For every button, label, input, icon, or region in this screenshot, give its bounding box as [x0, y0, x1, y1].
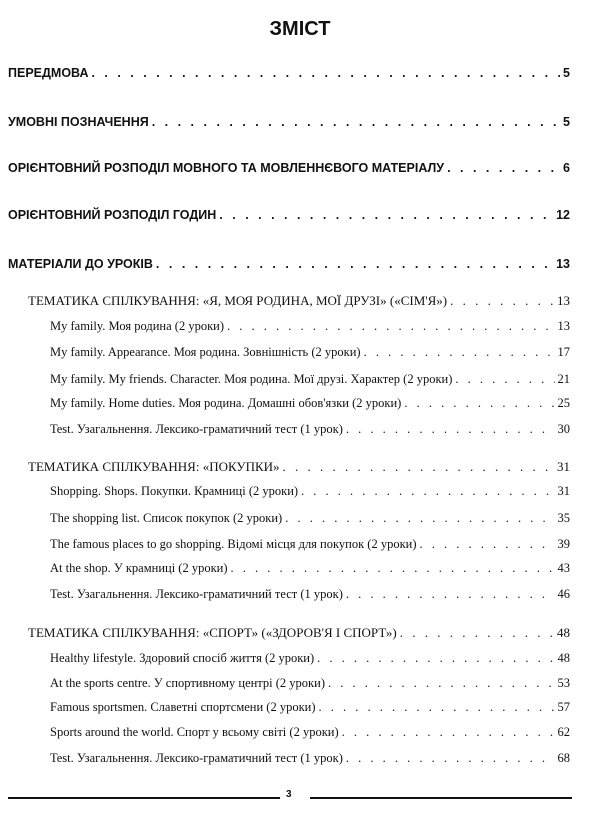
entry-page-number: 57	[557, 700, 570, 714]
entry-label: The famous places to go shopping. Відомі місця для покупок (2 уроки)	[50, 537, 417, 551]
entry-page-number: 21	[557, 372, 570, 386]
entry-label: Sports around the world. Спорт у всьому світі (2 уроки)	[50, 725, 339, 739]
entry-page-number: 13	[556, 257, 570, 271]
toc-lesson-entry[interactable]	[50, 345, 570, 360]
entry-label: ОРІЄНТОВНИЙ РОЗПОДІЛ МОВНОГО ТА МОВЛЕННЄВОГО МАТЕРІАЛУ	[8, 161, 445, 175]
footer-divider-right	[310, 797, 572, 799]
entry-page-number: 13	[557, 319, 570, 333]
entry-page-number: 43	[557, 561, 570, 575]
entry-page-number: 25	[557, 396, 570, 410]
dot-leader	[455, 372, 554, 387]
entry-page-number: 13	[557, 293, 570, 308]
entry-page-number: 53	[557, 676, 570, 690]
entry-page-number: 5	[563, 66, 570, 80]
toc-lesson-entry[interactable]	[50, 537, 570, 552]
toc-lesson-entry[interactable]	[50, 484, 570, 499]
toc-section-heading[interactable]	[28, 625, 570, 641]
dot-leader	[404, 396, 554, 411]
entry-label: ТЕМАТИКА СПІЛКУВАННЯ: «ПОКУПКИ»	[28, 459, 280, 474]
page-number: 3	[286, 789, 292, 800]
entry-label: ОРІЄНТОВНИЙ РОЗПОДІЛ ГОДИН	[8, 208, 217, 222]
toc-entry[interactable]	[8, 161, 570, 175]
entry-page-number: 39	[557, 537, 570, 551]
toc-lesson-entry[interactable]	[50, 372, 570, 387]
entry-label: ПЕРЕДМОВА	[8, 66, 89, 80]
entry-label: My family. Home duties. Моя родина. Домашні обов'язки (2 уроки)	[50, 396, 402, 410]
dot-leader	[400, 625, 554, 641]
dot-leader	[285, 511, 554, 526]
toc-entry[interactable]	[8, 257, 570, 271]
dot-leader	[342, 725, 555, 740]
footer-divider-left	[8, 797, 280, 799]
entry-page-number: 12	[556, 208, 570, 222]
toc-lesson-entry[interactable]	[50, 396, 570, 411]
entry-label: At the shop. У крамниці (2 уроки)	[50, 561, 228, 575]
entry-page-number: 5	[563, 115, 570, 129]
dot-leader	[319, 700, 555, 715]
dot-leader	[152, 115, 560, 129]
entry-label: УМОВНІ ПОЗНАЧЕННЯ	[8, 115, 149, 129]
toc-lesson-entry[interactable]	[50, 561, 570, 576]
entry-label: Test. Узагальнення. Лексико-граматичний тест (1 урок)	[50, 751, 343, 765]
entry-page-number: 31	[557, 484, 570, 498]
toc-lesson-entry[interactable]	[50, 651, 570, 666]
dot-leader	[301, 484, 554, 499]
entry-page-number: 62	[557, 725, 570, 739]
dot-leader	[328, 676, 555, 691]
toc-section-heading[interactable]	[28, 293, 570, 309]
dot-leader	[219, 208, 553, 222]
entry-label: Test. Узагальнення. Лексико-граматичний тест (1 урок)	[50, 587, 343, 601]
toc-lesson-entry[interactable]	[50, 587, 570, 602]
toc-lesson-entry[interactable]	[50, 319, 570, 334]
entry-page-number: 17	[557, 345, 570, 359]
dot-leader	[346, 587, 555, 602]
dot-leader	[420, 537, 555, 552]
entry-page-number: 68	[557, 751, 570, 765]
dot-leader	[317, 651, 554, 666]
dot-leader	[450, 293, 554, 309]
dot-leader	[346, 751, 555, 766]
entry-label: The shopping list. Список покупок (2 уроки)	[50, 511, 283, 525]
entry-label: ТЕМАТИКА СПІЛКУВАННЯ: «СПОРТ» («ЗДОРОВ'Я І СПОРТ»)	[28, 625, 397, 640]
dot-leader	[91, 66, 560, 80]
entry-label: My family. My friends. Character. Моя родина. Мої друзі. Характер (2 уроки)	[50, 372, 453, 386]
toc-entry[interactable]	[8, 66, 570, 80]
dot-leader	[156, 257, 553, 271]
entry-page-number: 35	[557, 511, 570, 525]
toc-lesson-entry[interactable]	[50, 511, 570, 526]
entry-label: ТЕМАТИКА СПІЛКУВАННЯ: «Я, МОЯ РОДИНА, МОЇ ДРУЗІ» («СІМ'Я»)	[28, 293, 448, 308]
entry-page-number: 48	[557, 625, 570, 640]
entry-page-number: 48	[557, 651, 570, 665]
page-title: ЗМІСТ	[269, 18, 331, 40]
entry-page-number: 46	[557, 587, 570, 601]
toc-lesson-entry[interactable]	[50, 676, 570, 691]
entry-page-number: 30	[557, 422, 570, 436]
entry-label: My family. Appearance. Моя родина. Зовнішність (2 уроки)	[50, 345, 361, 359]
dot-leader	[346, 422, 555, 437]
entry-page-number: 31	[557, 459, 570, 474]
entry-page-number: 6	[563, 161, 570, 175]
entry-label: Healthy lifestyle. Здоровий спосіб життя (2 уроки)	[50, 651, 315, 665]
dot-leader	[283, 459, 554, 475]
toc-lesson-entry[interactable]	[50, 725, 570, 740]
toc-lesson-entry[interactable]	[50, 422, 570, 437]
toc-lesson-entry[interactable]	[50, 700, 570, 715]
dot-leader	[231, 561, 555, 576]
entry-label: Test. Узагальнення. Лексико-граматичний тест (1 урок)	[50, 422, 343, 436]
dot-leader	[227, 319, 554, 334]
toc-entry[interactable]	[8, 115, 570, 129]
entry-label: My family. Моя родина (2 уроки)	[50, 319, 225, 333]
entry-label: At the sports centre. У спортивному центрі (2 уроки)	[50, 676, 325, 690]
dot-leader	[364, 345, 555, 360]
toc-lesson-entry[interactable]	[50, 751, 570, 766]
entry-label: МАТЕРІАЛИ ДО УРОКІВ	[8, 257, 153, 271]
toc-entry[interactable]	[8, 208, 570, 222]
toc-section-heading[interactable]	[28, 459, 570, 475]
entry-label: Famous sportsmen. Славетні спортсмени (2 уроки)	[50, 700, 316, 714]
entry-label: Shopping. Shops. Покупки. Крамниці (2 уроки)	[50, 484, 299, 498]
dot-leader	[447, 161, 560, 175]
